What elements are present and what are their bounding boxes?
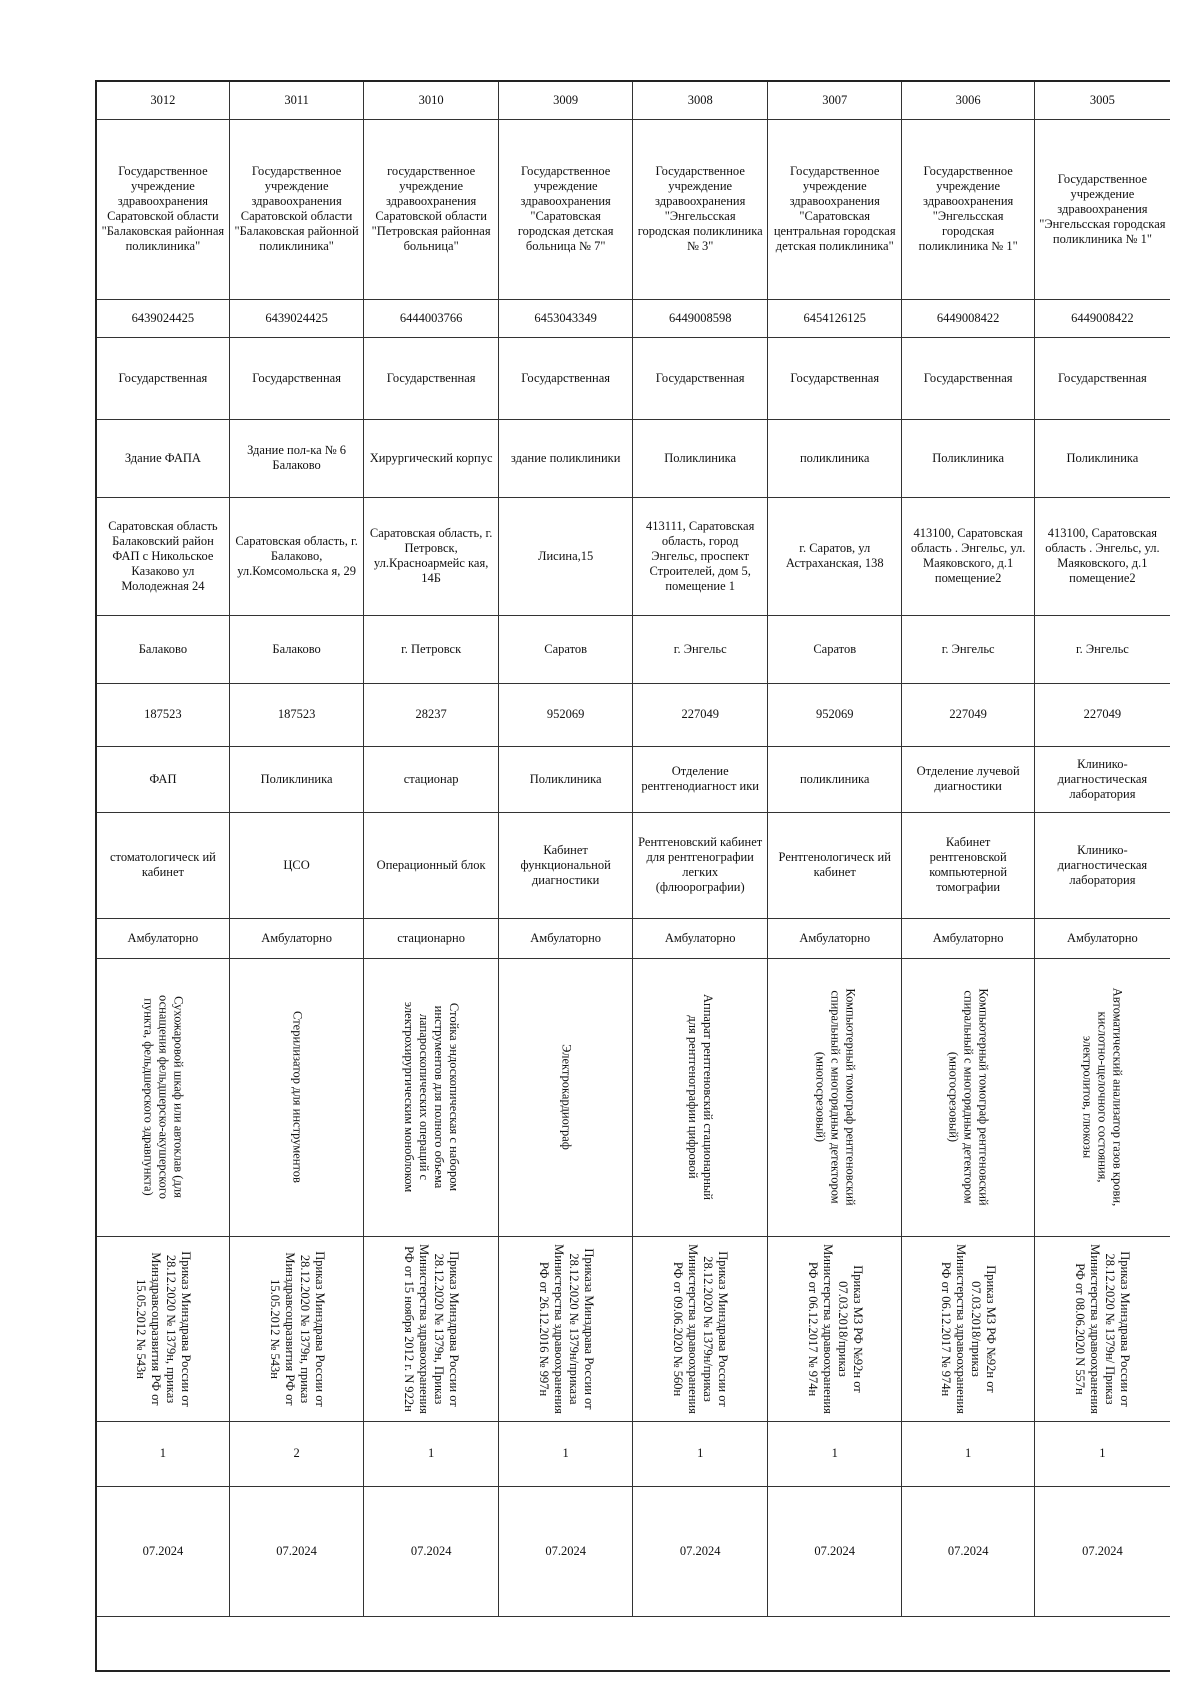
table-cell: [229, 1236, 364, 1421]
equipment-text: Электрокардиограф: [559, 1044, 574, 1150]
table-cell: Саратовская область, г. Петровск, ул.Красноармейс кая, 14Б: [364, 497, 499, 615]
table-cell: 07.2024: [364, 1486, 499, 1616]
table-cell: [364, 958, 499, 1236]
table-cell: Саратовская область Балаковский район ФАП с Никольское Казаково ул Молодежная 24: [97, 497, 229, 615]
table-cell: Амбулаторно: [229, 918, 364, 958]
table-cell: Балаково: [97, 615, 229, 683]
row-care-form: [97, 918, 1170, 958]
table-cell: стационарно: [364, 918, 499, 958]
table-cell: 6439024425: [97, 299, 229, 337]
table-cell: 2: [229, 1421, 364, 1486]
table-cell: [229, 958, 364, 1236]
table-cell: г. Петровск: [364, 615, 499, 683]
table-cell: Государственное учреждение здравоохранения Саратовской области "Балаковская районной поликлиника": [229, 119, 364, 299]
table-cell: Государственная: [498, 337, 633, 419]
table-cell: 413111, Саратовская область, город Энгельс, проспект Строителей, дом 5, помещение 1: [633, 497, 768, 615]
table-cell: 6444003766: [364, 299, 499, 337]
table-cell: 1: [633, 1421, 768, 1486]
table-cell: Амбулаторно: [97, 918, 229, 958]
table-cell: Государственное учреждение здравоохранения "Саратовская городская детская больница № 7": [498, 119, 633, 299]
order-text: Приказ Минздрава России от 28.12.2020 № 1379н, приказ Минздравсоцразвития РФ от 15.05.2012 № 543н: [267, 1250, 327, 1407]
table-cell: 6454126125: [767, 299, 902, 337]
row-dates: [97, 1486, 1170, 1616]
row-numbers: [97, 82, 1170, 119]
table-cell: 07.2024: [902, 1486, 1034, 1616]
table-cell: Поликлиника: [633, 419, 768, 497]
table-cell: 1: [364, 1421, 499, 1486]
table-cell: Поликлиника: [902, 419, 1034, 497]
equipment-table: [97, 82, 1170, 1617]
equipment-text: Автоматический анализатор газов крови, кислотно-щелочного состояния, электролитов, глюкозы: [1080, 987, 1125, 1207]
table-cell: Кабинет рентгеновской компьютерной томографии: [902, 812, 1034, 918]
table-cell: г. Саратов, ул Астраханская, 138: [767, 497, 902, 615]
table-cell: 1: [902, 1421, 1034, 1486]
table-cell: [498, 1236, 633, 1421]
table-cell: стационар: [364, 746, 499, 812]
table-cell: Балаково: [229, 615, 364, 683]
table-cell: 07.2024: [97, 1486, 229, 1616]
table-cell: г. Энгельс: [902, 615, 1034, 683]
table-cell: [902, 958, 1034, 1236]
table-cell: [97, 1236, 229, 1421]
table-cell: Государственное учреждение здравоохранения Саратовской области "Балаковская районная поликлиника": [97, 119, 229, 299]
table-cell: Амбулаторно: [498, 918, 633, 958]
table-cell: Государственное учреждение здравоохранения "Энгельсская городская поликлиника № 1": [1034, 119, 1170, 299]
table-cell: 07.2024: [633, 1486, 768, 1616]
row-population: [97, 683, 1170, 746]
table-cell: Отделение рентгенодиагност ики: [633, 746, 768, 812]
table-cell: г. Энгельс: [633, 615, 768, 683]
row-building: [97, 419, 1170, 497]
document-table: [95, 80, 1170, 1672]
table-cell: Государственная: [229, 337, 364, 419]
table-cell: 07.2024: [498, 1486, 633, 1616]
table-cell: 6449008422: [1034, 299, 1170, 337]
row-city: [97, 615, 1170, 683]
table-cell: Государственное учреждение здравоохранения "Саратовская центральная городская детская поликлиника": [767, 119, 902, 299]
table-cell: [633, 1236, 768, 1421]
table-cell: стоматологическ ий кабинет: [97, 812, 229, 918]
order-text: Приказ Минздрава России от 28.12.2020 № 1379н, приказ Минздравсоцразвития РФ от 15.05.2012 № 543н: [133, 1250, 193, 1407]
table-cell: 3008: [633, 82, 768, 119]
equipment-text: Сухожаровой шкаф или автоклав (для оснащения фельдшерско-акушерского пункта, фельдшерского здравпункта): [141, 995, 186, 1199]
table-cell: 952069: [767, 683, 902, 746]
order-text: Приказ Минздрава России от 28.12.2020 № 1379н/приказ Министерства здравоохранения РФ от 09.06.2020 № 560н: [671, 1243, 731, 1414]
table-cell: поликлиника: [767, 746, 902, 812]
equipment-text: Компьютерный томограф рентгеновский спиральный с многорядным детектором (многосрезовый): [946, 988, 991, 1206]
table-cell: Амбулаторно: [1034, 918, 1170, 958]
table-cell: [1034, 958, 1170, 1236]
equipment-text: Аппарат рентгеновский стационарный для рентгенографии цифровой: [686, 994, 716, 1200]
order-text: Приказа Минздрава России от 28.12.2020 № 1379н/приказа Министерства здравоохранения РФ от 26.12.2016 № 997н: [536, 1243, 596, 1414]
row-quantity: [97, 1421, 1170, 1486]
order-text: Приказ Минздрава России от 28.12.2020 № 1379н/ Приказ Министерства здравоохранения РФ от 08.06.2020 N 557н: [1073, 1243, 1133, 1414]
table-cell: [364, 1236, 499, 1421]
table-cell: [767, 958, 902, 1236]
table-cell: 187523: [229, 683, 364, 746]
table-cell: Клинико-диагностическая лаборатория: [1034, 746, 1170, 812]
table-cell: [498, 958, 633, 1236]
table-cell: Амбулаторно: [902, 918, 1034, 958]
table-cell: Государственная: [767, 337, 902, 419]
table-cell: Государственная: [97, 337, 229, 419]
table-cell: Здание ФАПА: [97, 419, 229, 497]
table-cell: Поликлиника: [1034, 419, 1170, 497]
table-cell: 07.2024: [229, 1486, 364, 1616]
table-cell: 413100, Саратовская область . Энгельс, ул. Маяковского, д.1 помещение2: [1034, 497, 1170, 615]
table-cell: Операционный блок: [364, 812, 499, 918]
table-cell: 6449008598: [633, 299, 768, 337]
equipment-text: Компьютерный томограф рентгеновский спиральный с многорядным детектором (многосрезовый): [813, 988, 858, 1206]
table-cell: Рентгенологическ ий кабинет: [767, 812, 902, 918]
table-cell: 3007: [767, 82, 902, 119]
table-cell: Государственная: [1034, 337, 1170, 419]
row-inn: [97, 299, 1170, 337]
row-ownership: [97, 337, 1170, 419]
table-cell: 6453043349: [498, 299, 633, 337]
table-cell: ФАП: [97, 746, 229, 812]
table-cell: 3006: [902, 82, 1034, 119]
table-cell: Рентгеновский кабинет для рентгенографии легких (флюорографии): [633, 812, 768, 918]
row-department: [97, 746, 1170, 812]
table-cell: 3012: [97, 82, 229, 119]
table-cell: Амбулаторно: [633, 918, 768, 958]
table-cell: 1: [1034, 1421, 1170, 1486]
table-cell: [902, 1236, 1034, 1421]
table-cell: Кабинет функциональной диагностики: [498, 812, 633, 918]
table-cell: 413100, Саратовская область . Энгельс, ул. Маяковского, д.1 помещение2: [902, 497, 1034, 615]
table-cell: Поликлиника: [498, 746, 633, 812]
table-cell: 6449008422: [902, 299, 1034, 337]
table-cell: 28237: [364, 683, 499, 746]
table-cell: Государственное учреждение здравоохранения "Энгельсская городская поликлиника № 1": [902, 119, 1034, 299]
table-cell: [633, 958, 768, 1236]
table-cell: [767, 1236, 902, 1421]
table-cell: [97, 958, 229, 1236]
table-cell: 1: [767, 1421, 902, 1486]
table-cell: 227049: [1034, 683, 1170, 746]
table-cell: 3005: [1034, 82, 1170, 119]
table-cell: 3011: [229, 82, 364, 119]
table-cell: 1: [97, 1421, 229, 1486]
table-cell: Саратов: [498, 615, 633, 683]
table-cell: Государственная: [364, 337, 499, 419]
row-equipment: [97, 958, 1170, 1236]
table-cell: 3010: [364, 82, 499, 119]
table-cell: Саратов: [767, 615, 902, 683]
table-cell: поликлиника: [767, 419, 902, 497]
table-cell: 07.2024: [767, 1486, 902, 1616]
table-cell: Отделение лучевой диагностики: [902, 746, 1034, 812]
table-cell: ЦСО: [229, 812, 364, 918]
table-cell: 227049: [902, 683, 1034, 746]
order-text: Приказ Минздрава России от 28.12.2020 № 1379н, Приказ Министерства здравоохранения РФ от 15 ноября 2012 г. N 922н: [402, 1243, 462, 1414]
table-cell: [1034, 1236, 1170, 1421]
table-cell: Лисина,15: [498, 497, 633, 615]
row-organizations: [97, 119, 1170, 299]
order-text: Приказ МЗ РФ №92н от 07.03.2018/приказ Министерства здравоохранения РФ от 06.12.2017 № 974н: [939, 1243, 999, 1414]
table-cell: 3009: [498, 82, 633, 119]
table-cell: Хирургический корпус: [364, 419, 499, 497]
table-cell: 6439024425: [229, 299, 364, 337]
row-cabinet: [97, 812, 1170, 918]
table-cell: г. Энгельс: [1034, 615, 1170, 683]
table-cell: Поликлиника: [229, 746, 364, 812]
table-cell: 1: [498, 1421, 633, 1486]
table-cell: 187523: [97, 683, 229, 746]
table-cell: Амбулаторно: [767, 918, 902, 958]
equipment-text: Стерилизатор для инструментов: [290, 1011, 305, 1183]
order-text: Приказ МЗ РФ №92н от 07.03.2018/приказ Министерства здравоохранения РФ от 06.12.2017 № 974н: [805, 1243, 865, 1414]
table-cell: Здание пол-ка № 6 Балаково: [229, 419, 364, 497]
table-cell: государственное учреждение здравоохранения Саратовской области "Петровская районная больница": [364, 119, 499, 299]
table-cell: Государственное учреждение здравоохранения "Энгельсская городская поликлиника № 3": [633, 119, 768, 299]
table-cell: Государственная: [902, 337, 1034, 419]
table-cell: 227049: [633, 683, 768, 746]
equipment-text: Стойка эндоскопическая с набором инструментов для полного объема лапароскопических операций с электрохирургическим моноблоком: [402, 1001, 462, 1193]
table-cell: Саратовская область, г. Балаково, ул.Комсомольска я, 29: [229, 497, 364, 615]
row-address: [97, 497, 1170, 615]
table-cell: 07.2024: [1034, 1486, 1170, 1616]
table-cell: Государственная: [633, 337, 768, 419]
row-orders: [97, 1236, 1170, 1421]
table-cell: здание поликлиники: [498, 419, 633, 497]
table-cell: 952069: [498, 683, 633, 746]
table-cell: Клинико-диагностическая лаборатория: [1034, 812, 1170, 918]
